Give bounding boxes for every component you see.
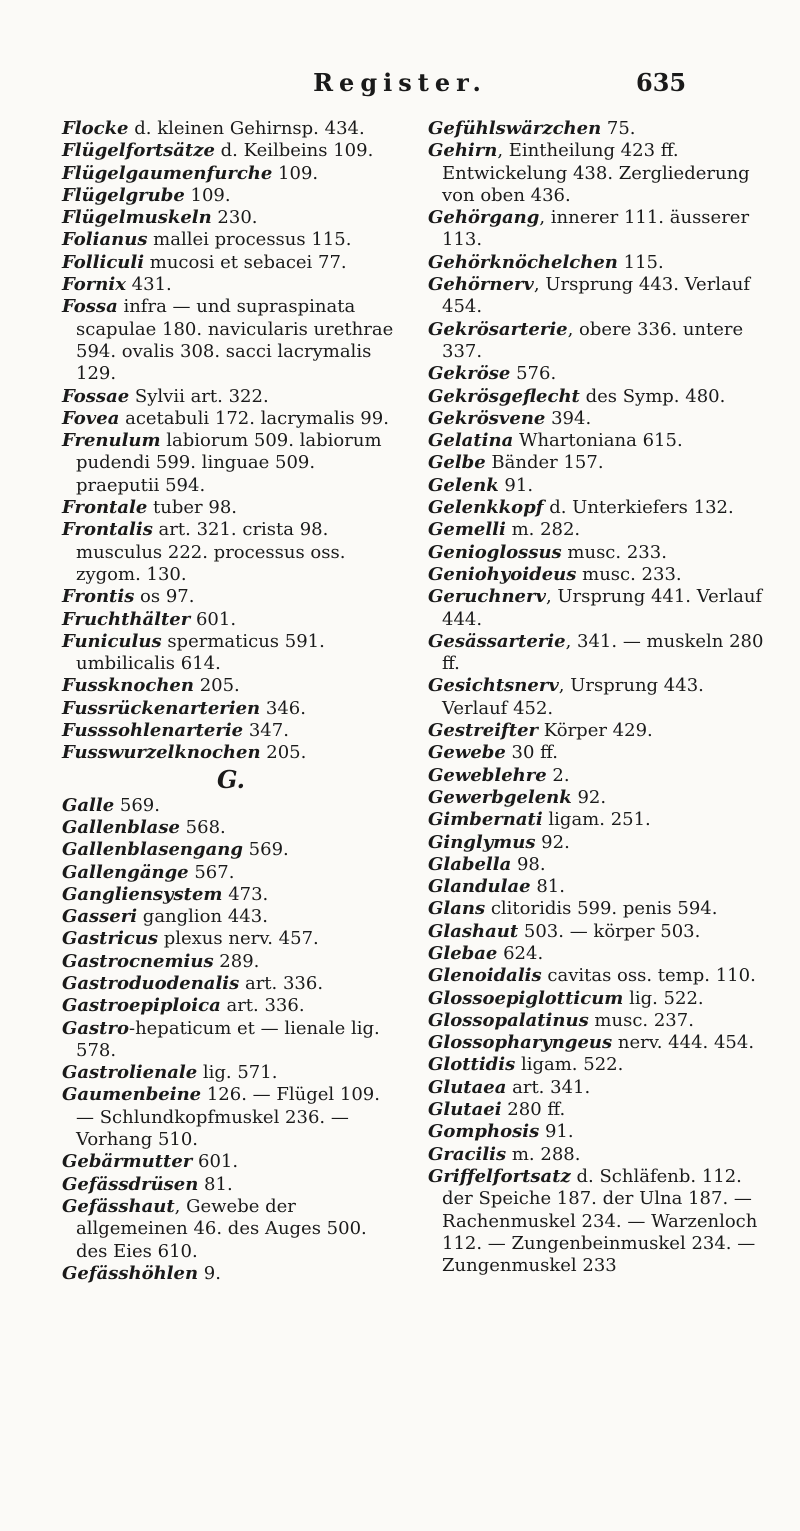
entry-term: Frontalis (62, 519, 153, 541)
entry-term: Fornix (62, 274, 126, 296)
entry-term: Gemelli (428, 519, 506, 541)
index-entry (428, 854, 766, 876)
entry-references: 280 ff. (501, 1099, 566, 1121)
entry-term: Fussrückenarterien (62, 697, 261, 719)
right-column (428, 118, 766, 1277)
entry-term: Gomphosis (428, 1121, 540, 1143)
entry-term: Frontis (62, 586, 135, 608)
index-entry (428, 1144, 766, 1166)
index-entry (428, 832, 766, 854)
index-entry (428, 586, 766, 631)
entry-references: 98. (511, 853, 546, 875)
entry-term: Fussknochen (62, 675, 194, 697)
entry-term: Gebärmutter (62, 1151, 193, 1173)
index-entry (62, 252, 400, 274)
entry-references: Körper 429. (538, 720, 653, 742)
index-entry (62, 839, 400, 861)
index-entry (62, 675, 400, 697)
entry-term: Gekrösarterie (428, 318, 568, 340)
entry-term: Gallengänge (62, 861, 189, 883)
index-entry (62, 742, 400, 764)
index-entry (428, 140, 766, 207)
entry-term: Gelatina (428, 430, 514, 452)
entry-references: 601. (192, 1151, 239, 1173)
running-title: Register. (313, 68, 487, 97)
entry-references: m. 282. (505, 519, 581, 541)
entry-references: art. 321. crista 98. musculus 222. processus oss. zygom. 130. (76, 519, 346, 585)
index-entry (62, 973, 400, 995)
entry-references: m. 288. (506, 1143, 581, 1165)
entry-term: Gewebe (428, 742, 506, 764)
index-entry (428, 1054, 766, 1076)
entry-term: Gefässhaut (62, 1195, 175, 1217)
entry-term: Genioglossus (428, 541, 562, 563)
entry-term: Gastroduodenalis (62, 972, 240, 994)
entry-term: Gehörknöchelchen (428, 251, 618, 273)
entry-term: Glashaut (428, 920, 519, 942)
index-entry (428, 1166, 766, 1277)
index-entry (428, 943, 766, 965)
entry-term: Gastroepiploica (62, 995, 221, 1017)
entry-references: 91. (498, 474, 534, 496)
index-entry (62, 995, 400, 1017)
entry-references: 503. — körper 503. (518, 920, 701, 942)
index-entry (62, 408, 400, 430)
entry-references: 205. (260, 742, 307, 764)
entry-references: 576. (510, 363, 557, 385)
index-entry (428, 564, 766, 586)
entry-term: Flügelgrube (62, 184, 185, 206)
index-entry (428, 497, 766, 519)
entry-references: 109. (272, 162, 319, 184)
index-entry (428, 1121, 766, 1143)
index-entry (62, 1151, 400, 1173)
entry-term: Ginglymus (428, 831, 536, 853)
entry-references: 230. (211, 207, 258, 229)
index-entry (62, 586, 400, 608)
index-entry (62, 1196, 400, 1263)
entry-term: Glenoidalis (428, 965, 542, 987)
entry-term: Glebae (428, 942, 498, 964)
index-entry (62, 229, 400, 251)
entry-term: Fossa (62, 296, 118, 318)
entry-references: 126. — Flügel 109. — Schlundkopfmuskel 236. — Vorhang 510. (76, 1084, 380, 1151)
entry-references: 569. (114, 794, 160, 816)
entry-term: Folianus (62, 229, 148, 251)
entry-references: , Eintheilung 423 ff. Entwickelung 438. Zergliederung von oben 436. (442, 140, 750, 206)
index-entry (62, 951, 400, 973)
index-entry (62, 386, 400, 408)
entry-term: Gehörgang (428, 207, 540, 229)
entry-references: acetabuli 172. lacrymalis 99. (119, 407, 389, 429)
entry-references: musc. 237. (588, 1009, 694, 1031)
entry-references: -hepaticum et — lienale lig. 578. (76, 1017, 380, 1061)
index-entry (428, 542, 766, 564)
entry-references: art. 336. (239, 972, 324, 994)
entry-references: 567. (188, 861, 235, 883)
entry-term: Geruchnerv (428, 586, 546, 608)
index-entry (62, 862, 400, 884)
left-column (62, 118, 400, 1285)
entry-references: 30 ff. (505, 742, 559, 764)
index-entry (62, 118, 400, 140)
index-entry (428, 118, 766, 140)
entry-term: Gesässarterie (428, 630, 566, 652)
index-entry (428, 765, 766, 787)
entry-term: Glutaea (428, 1076, 507, 1098)
entry-references: 346. (260, 697, 306, 719)
index-entry (428, 1010, 766, 1032)
index-entry (62, 928, 400, 950)
index-entry (428, 742, 766, 764)
index-entry (62, 698, 400, 720)
entry-term: Gelenk (428, 474, 499, 496)
entry-term: Gekröse (428, 363, 511, 385)
entry-references: 81. (530, 876, 565, 898)
entry-references: , innerer 111. äusserer 113. (442, 207, 750, 251)
entry-term: Gallenblasengang (62, 839, 243, 861)
entry-references: art. 341. (506, 1076, 591, 1098)
entry-term: Gasseri (62, 906, 138, 928)
entry-term: Gastricus (62, 928, 158, 950)
entry-term: Gaumenbeine (62, 1084, 202, 1106)
entry-references: ligam. 522. (515, 1054, 624, 1076)
entry-term: Geniohyoideus (428, 563, 577, 585)
index-entry (428, 1077, 766, 1099)
entry-references: lig. 522. (623, 987, 704, 1009)
page-number: 635 (636, 68, 687, 97)
entry-references: d. kleinen Gehirnsp. 434. (128, 118, 365, 139)
entry-term: Gastrocnemius (62, 950, 214, 972)
index-entry (428, 965, 766, 987)
index-entry (428, 898, 766, 920)
index-entry (62, 430, 400, 497)
index-entry (62, 497, 400, 519)
entry-references: 92. (535, 831, 570, 853)
entry-references: 81. (198, 1173, 233, 1195)
entry-references: 75. (601, 118, 636, 139)
index-entry (428, 430, 766, 452)
entry-term: Fusssohlenarterie (62, 720, 244, 742)
entry-term: Folliculi (62, 251, 145, 273)
entry-term: Flocke (62, 118, 129, 139)
entry-references: 289. (213, 950, 260, 972)
entry-references: 601. (190, 608, 237, 630)
entry-references: 115. (617, 251, 664, 273)
entry-references: 431. (125, 274, 172, 296)
index-entry (62, 817, 400, 839)
entry-references: , Ursprung 441. Verlauf 444. (442, 586, 763, 630)
entry-term: Gefässhöhlen (62, 1262, 199, 1284)
entry-references: 205. (193, 675, 240, 697)
entry-term: Funiculus (62, 630, 162, 652)
entry-references: spermaticus 591. umbilicalis 614. (76, 630, 325, 675)
entry-references: cavitas oss. temp. 110. (541, 965, 756, 987)
entry-term: Gehörnerv (428, 274, 534, 296)
entry-term: Gefühlswärzchen (428, 118, 602, 139)
entry-references: 394. (545, 407, 592, 429)
index-entry (428, 408, 766, 430)
entry-references: os 97. (134, 586, 195, 608)
entry-term: Glossoepiglotticum (428, 987, 624, 1009)
entry-term: Gesichtsnerv (428, 675, 559, 697)
entry-references: 569. (242, 839, 289, 861)
entry-term: Flügelmuskeln (62, 207, 212, 229)
entry-references: ganglion 443. (137, 906, 268, 928)
entry-references: 347. (243, 720, 289, 742)
entry-references: tuber 98. (147, 497, 237, 519)
entry-references: mallei processus 115. (147, 229, 352, 251)
index-entry (62, 631, 400, 676)
entry-references: 9. (198, 1262, 221, 1284)
entry-term: Gastro (62, 1017, 129, 1039)
entry-references: 624. (497, 942, 544, 964)
entry-term: Glossopharyngeus (428, 1032, 613, 1054)
entry-references: 568. (179, 816, 226, 838)
entry-references: lig. 571. (197, 1062, 278, 1084)
entry-references: , Ursprung 443. Verlauf 454. (442, 274, 751, 318)
index-entry (62, 1174, 400, 1196)
entry-term: Glossopalatinus (428, 1009, 589, 1031)
entry-term: Galle (62, 794, 115, 816)
entry-references: 92. (571, 786, 607, 808)
entry-references: d. Schläfenb. 112. der Speiche 187. der Ulna 187. — Rachenmuskel 234. — Warzenloch 112. — Zungenbeinmuskel 234. — Zungenmuskel 233 (442, 1165, 758, 1277)
index-entry (62, 140, 400, 162)
entry-references: 91. (539, 1121, 574, 1143)
entry-references: musc. 233. (561, 541, 667, 563)
entry-references: mucosi et sebacei 77. (144, 251, 347, 273)
entry-term: Griffelfortsatz (428, 1165, 571, 1187)
index-entry (62, 519, 400, 586)
entry-references: 473. (222, 883, 269, 905)
index-entry (428, 809, 766, 831)
index-entry (428, 988, 766, 1010)
entry-term: Flügelfortsätze (62, 140, 215, 162)
index-entry (428, 363, 766, 385)
index-entry (428, 787, 766, 809)
entry-term: Gangliensystem (62, 883, 223, 905)
index-entry (62, 296, 400, 385)
entry-term: Gefässdrüsen (62, 1173, 199, 1195)
entry-term: Gracilis (428, 1143, 507, 1165)
entry-references: d. Unterkiefers 132. (543, 497, 734, 519)
entry-term: Flügelgaumenfurche (62, 162, 273, 184)
entry-term: Gekrösgeflecht (428, 385, 580, 407)
index-entry (62, 884, 400, 906)
entry-term: Glandulae (428, 876, 531, 898)
index-entry (428, 386, 766, 408)
entry-term: Fusswurzelknochen (62, 742, 261, 764)
entry-term: Gimbernati (428, 809, 543, 831)
index-entry (428, 876, 766, 898)
entry-term: Glottidis (428, 1054, 516, 1076)
entry-term: Fossae (62, 385, 130, 407)
index-entry (62, 1084, 400, 1151)
index-entry (428, 720, 766, 742)
entry-term: Geweblehre (428, 764, 547, 786)
entry-references: infra — und supraspinata scapulae 180. navicularis urethrae 594. ovalis 308. sacci lacrymalis 129. (76, 296, 394, 385)
index-entry (428, 252, 766, 274)
entry-references: ligam. 251. (542, 809, 651, 831)
index-entry (428, 631, 766, 676)
index-entry (428, 475, 766, 497)
entry-term: Gestreifter (428, 720, 539, 742)
index-entry (428, 1032, 766, 1054)
entry-references: , obere 336. untere 337. (442, 318, 744, 362)
index-entry (62, 720, 400, 742)
entry-term: Fovea (62, 407, 120, 429)
section-letter: G. (217, 764, 245, 794)
index-entry (62, 1263, 400, 1285)
entry-term: Glans (428, 898, 486, 920)
entry-references: 2. (546, 764, 570, 786)
entry-term: Gekrösvene (428, 407, 546, 429)
index-entry (428, 1099, 766, 1121)
entry-references: , Gewebe der allgemeinen 46. des Auges 500. des Eies 610. (76, 1195, 367, 1262)
entry-references: nerv. 444. 454. (612, 1032, 755, 1054)
index-entry (62, 795, 400, 817)
entry-term: Frenulum (62, 430, 161, 452)
entry-term: Gelbe (428, 452, 486, 474)
index-entry (62, 185, 400, 207)
index-entry (428, 452, 766, 474)
index-entry (62, 1062, 400, 1084)
entry-term: Glabella (428, 853, 512, 875)
entry-references: plexus nerv. 457. (158, 928, 319, 950)
index-entry (62, 163, 400, 185)
entry-references: Sylvii art. 322. (129, 385, 269, 407)
entry-term: Gewerbgelenk (428, 786, 572, 808)
entry-references: musc. 233. (576, 563, 682, 585)
index-entry (62, 609, 400, 631)
entry-references: , Ursprung 443. Verlauf 452. (442, 675, 704, 719)
page-header (0, 68, 800, 108)
index-entry (62, 1018, 400, 1063)
index-entry (428, 207, 766, 252)
entry-term: Frontale (62, 497, 148, 519)
entry-references: clitoridis 599. penis 594. (485, 898, 718, 920)
index-entry (62, 906, 400, 928)
entry-references: , 341. — muskeln 280 ff. (442, 630, 764, 675)
entry-references: d. Keilbeins 109. (214, 140, 374, 162)
entry-term: Gallenblase (62, 816, 180, 838)
entry-references: Whartoniana 615. (513, 430, 683, 452)
entry-references: 109. (184, 184, 231, 206)
entry-references: Bänder 157. (485, 452, 604, 474)
index-entry (428, 319, 766, 364)
index-entry (428, 519, 766, 541)
entry-references: labiorum 509. labiorum pudendi 599. linguae 509. praeputii 594. (76, 430, 382, 496)
entry-term: Gelenkkopf (428, 497, 544, 519)
entry-term: Fruchthälter (62, 608, 191, 630)
index-entry (428, 274, 766, 319)
entry-references: des Symp. 480. (579, 385, 726, 407)
index-entry (62, 207, 400, 229)
entry-term: Gehirn (428, 140, 498, 162)
entry-term: Gastrolienale (62, 1062, 198, 1084)
entry-term: Glutaei (428, 1099, 502, 1121)
index-entry (62, 274, 400, 296)
index-entry (428, 921, 766, 943)
index-entry (428, 675, 766, 720)
entry-references: art. 336. (220, 995, 305, 1017)
